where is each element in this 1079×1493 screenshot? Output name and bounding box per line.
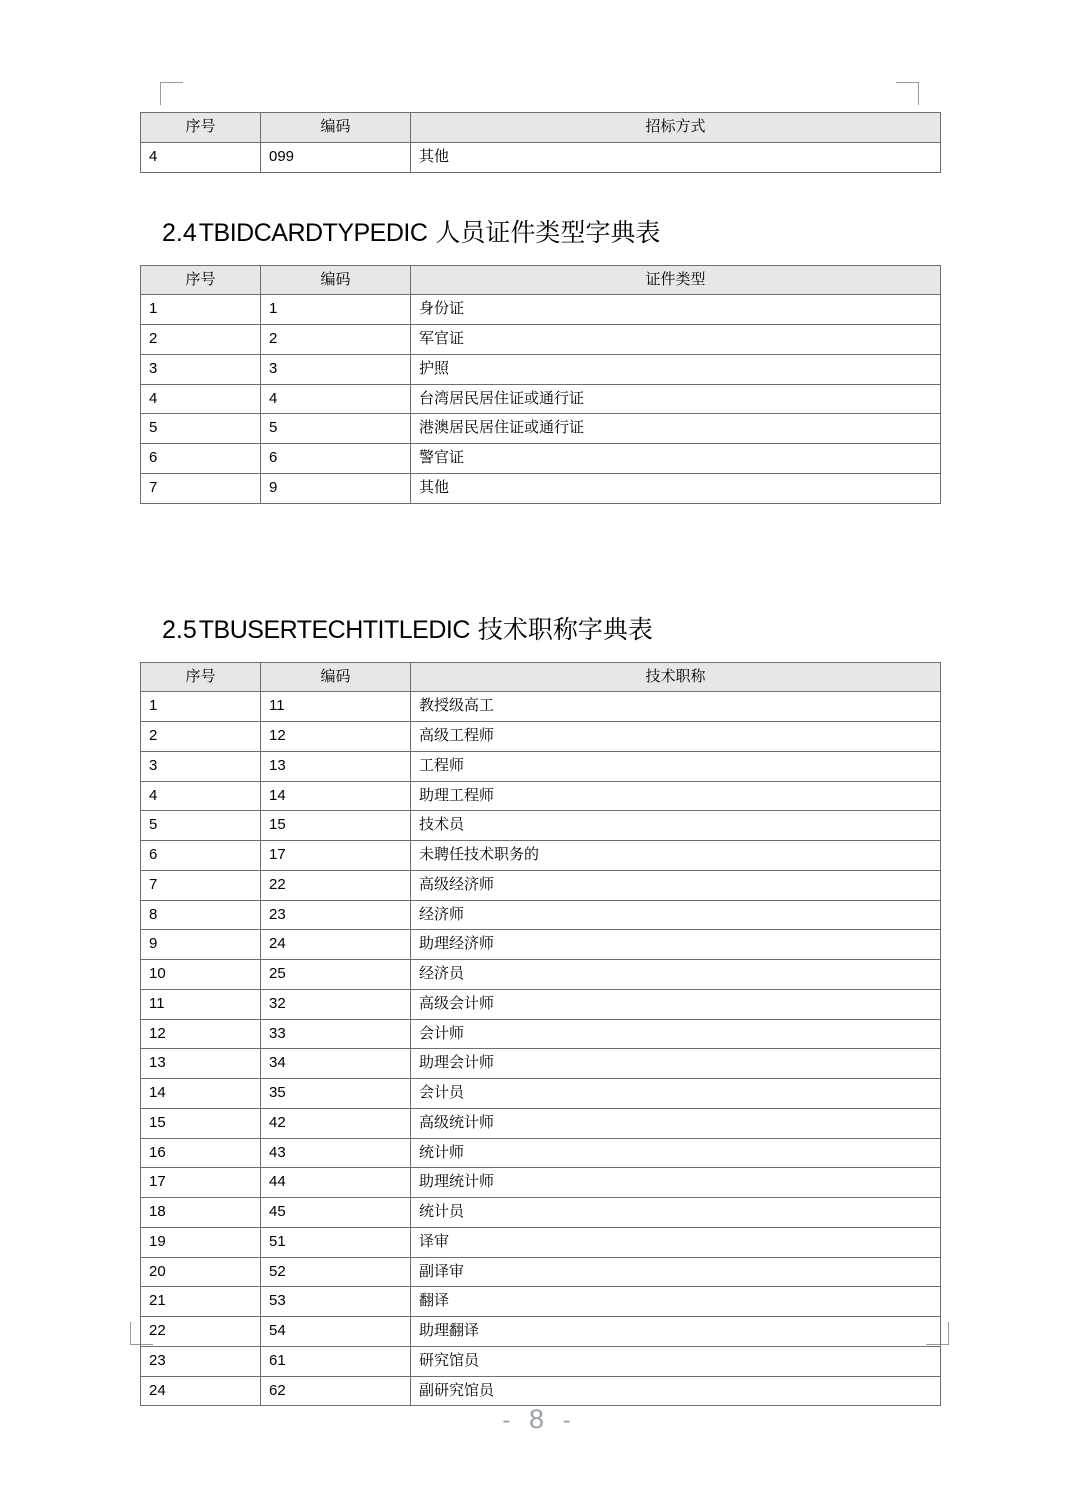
cell-index: 2 bbox=[141, 325, 261, 355]
table-row bbox=[141, 1049, 941, 1079]
table-row bbox=[141, 722, 941, 752]
cell-code: 34 bbox=[261, 1049, 411, 1079]
table-row bbox=[141, 989, 941, 1019]
cell-value: 工程师 bbox=[411, 751, 941, 781]
table-row bbox=[141, 414, 941, 444]
page-footer bbox=[0, 1404, 1079, 1435]
cell-value: 警官证 bbox=[411, 444, 941, 474]
cell-index: 16 bbox=[141, 1138, 261, 1168]
cell-index: 4 bbox=[141, 781, 261, 811]
cell-index: 5 bbox=[141, 811, 261, 841]
column-header-value: 招标方式 bbox=[411, 113, 941, 143]
cell-code: 12 bbox=[261, 722, 411, 752]
cell-code: 43 bbox=[261, 1138, 411, 1168]
table-row bbox=[141, 811, 941, 841]
cell-value: 经济师 bbox=[411, 900, 941, 930]
cell-index: 24 bbox=[141, 1376, 261, 1406]
cell-index: 11 bbox=[141, 989, 261, 1019]
cell-index: 3 bbox=[141, 751, 261, 781]
cell-value: 护照 bbox=[411, 354, 941, 384]
cell-index: 14 bbox=[141, 1079, 261, 1109]
table-header-row bbox=[141, 113, 941, 143]
column-header-index: 序号 bbox=[141, 265, 261, 295]
cell-code: 61 bbox=[261, 1346, 411, 1376]
cell-value: 技术员 bbox=[411, 811, 941, 841]
cell-value: 高级会计师 bbox=[411, 989, 941, 1019]
cell-code: 44 bbox=[261, 1168, 411, 1198]
table-row bbox=[141, 473, 941, 503]
table-header-row bbox=[141, 662, 941, 692]
cell-code: 25 bbox=[261, 960, 411, 990]
cell-value: 会计师 bbox=[411, 1019, 941, 1049]
cell-value: 翻译 bbox=[411, 1287, 941, 1317]
cell-code: 54 bbox=[261, 1317, 411, 1347]
table-row bbox=[141, 1227, 941, 1257]
cell-code: 099 bbox=[261, 142, 411, 172]
cell-value: 台湾居民居住证或通行证 bbox=[411, 384, 941, 414]
column-header-code: 编码 bbox=[261, 265, 411, 295]
cell-code: 9 bbox=[261, 473, 411, 503]
table-card-type bbox=[140, 265, 941, 504]
cell-value: 军官证 bbox=[411, 325, 941, 355]
cell-value: 助理工程师 bbox=[411, 781, 941, 811]
section-title: 人员证件类型字典表 bbox=[435, 218, 661, 247]
cell-index: 4 bbox=[141, 384, 261, 414]
cell-value: 身份证 bbox=[411, 295, 941, 325]
page-content bbox=[140, 112, 940, 1406]
table-row bbox=[141, 1198, 941, 1228]
cell-code: 15 bbox=[261, 811, 411, 841]
cell-index: 12 bbox=[141, 1019, 261, 1049]
table-row bbox=[141, 930, 941, 960]
cell-index: 20 bbox=[141, 1257, 261, 1287]
cell-code: 2 bbox=[261, 325, 411, 355]
cell-index: 6 bbox=[141, 841, 261, 871]
section-table-name: TBUSERTECHTITLEDIC bbox=[198, 615, 470, 644]
section-spacer bbox=[140, 504, 940, 570]
table-row bbox=[141, 960, 941, 990]
cell-value: 助理统计师 bbox=[411, 1168, 941, 1198]
cell-code: 62 bbox=[261, 1376, 411, 1406]
cell-index: 15 bbox=[141, 1108, 261, 1138]
table-row bbox=[141, 1168, 941, 1198]
cell-index: 7 bbox=[141, 870, 261, 900]
cell-code: 32 bbox=[261, 989, 411, 1019]
section-number: 2.5 bbox=[162, 615, 197, 644]
cell-code: 33 bbox=[261, 1019, 411, 1049]
cell-code: 6 bbox=[261, 444, 411, 474]
table-row bbox=[141, 1346, 941, 1376]
table-row bbox=[141, 751, 941, 781]
cell-index: 3 bbox=[141, 354, 261, 384]
table-row bbox=[141, 384, 941, 414]
column-header-code: 编码 bbox=[261, 113, 411, 143]
table-row bbox=[141, 354, 941, 384]
table-row bbox=[141, 1257, 941, 1287]
cell-code: 53 bbox=[261, 1287, 411, 1317]
table-row bbox=[141, 325, 941, 355]
cell-value: 副研究馆员 bbox=[411, 1376, 941, 1406]
cell-index: 5 bbox=[141, 414, 261, 444]
cell-code: 51 bbox=[261, 1227, 411, 1257]
cell-index: 9 bbox=[141, 930, 261, 960]
table-row bbox=[141, 1376, 941, 1406]
table-row bbox=[141, 142, 941, 172]
column-header-index: 序号 bbox=[141, 662, 261, 692]
cell-index: 23 bbox=[141, 1346, 261, 1376]
section-number: 2.4 bbox=[162, 218, 197, 247]
cell-value: 助理经济师 bbox=[411, 930, 941, 960]
table-row bbox=[141, 1108, 941, 1138]
table-row bbox=[141, 1138, 941, 1168]
cell-code: 14 bbox=[261, 781, 411, 811]
cell-index: 6 bbox=[141, 444, 261, 474]
table-row bbox=[141, 1019, 941, 1049]
cell-code: 13 bbox=[261, 751, 411, 781]
cell-index: 2 bbox=[141, 722, 261, 752]
table-row bbox=[141, 1287, 941, 1317]
cell-code: 45 bbox=[261, 1198, 411, 1228]
cell-value: 经济员 bbox=[411, 960, 941, 990]
cell-code: 22 bbox=[261, 870, 411, 900]
crop-mark-top-right bbox=[896, 82, 919, 105]
cell-index: 1 bbox=[141, 295, 261, 325]
cell-index: 21 bbox=[141, 1287, 261, 1317]
table-row bbox=[141, 870, 941, 900]
cell-index: 19 bbox=[141, 1227, 261, 1257]
cell-code: 23 bbox=[261, 900, 411, 930]
table-row bbox=[141, 1317, 941, 1347]
cell-code: 42 bbox=[261, 1108, 411, 1138]
cell-value: 研究馆员 bbox=[411, 1346, 941, 1376]
table-row bbox=[141, 1079, 941, 1109]
footer-dash-left: - bbox=[502, 1407, 517, 1434]
cell-index: 10 bbox=[141, 960, 261, 990]
table-row bbox=[141, 692, 941, 722]
cell-value: 教授级高工 bbox=[411, 692, 941, 722]
column-header-value: 证件类型 bbox=[411, 265, 941, 295]
column-header-value: 技术职称 bbox=[411, 662, 941, 692]
cell-index: 17 bbox=[141, 1168, 261, 1198]
table-row bbox=[141, 781, 941, 811]
table-tech-title bbox=[140, 662, 941, 1407]
table-row bbox=[141, 900, 941, 930]
section-heading-2-4 bbox=[162, 213, 940, 249]
cell-code: 3 bbox=[261, 354, 411, 384]
cell-value: 高级统计师 bbox=[411, 1108, 941, 1138]
table-header-row bbox=[141, 265, 941, 295]
cell-value: 助理会计师 bbox=[411, 1049, 941, 1079]
column-header-code: 编码 bbox=[261, 662, 411, 692]
cell-value: 译审 bbox=[411, 1227, 941, 1257]
cell-value: 高级工程师 bbox=[411, 722, 941, 752]
cell-value: 高级经济师 bbox=[411, 870, 941, 900]
crop-mark-top-left bbox=[160, 82, 183, 105]
section-heading-2-5 bbox=[162, 610, 940, 646]
cell-value: 会计员 bbox=[411, 1079, 941, 1109]
cell-code: 11 bbox=[261, 692, 411, 722]
section-table-name: TBIDCARDTYPEDIC bbox=[198, 218, 428, 247]
cell-index: 18 bbox=[141, 1198, 261, 1228]
cell-index: 1 bbox=[141, 692, 261, 722]
footer-dash-right: - bbox=[562, 1407, 577, 1434]
section-title: 技术职称字典表 bbox=[477, 615, 653, 644]
cell-value: 助理翻译 bbox=[411, 1317, 941, 1347]
cell-value: 港澳居民居住证或通行证 bbox=[411, 414, 941, 444]
cell-value: 统计员 bbox=[411, 1198, 941, 1228]
table-row bbox=[141, 444, 941, 474]
cell-index: 13 bbox=[141, 1049, 261, 1079]
cell-value: 未聘任技术职务的 bbox=[411, 841, 941, 871]
table-bid-method bbox=[140, 112, 941, 173]
cell-value: 其他 bbox=[411, 473, 941, 503]
page-number: 8 bbox=[528, 1404, 551, 1434]
table-row bbox=[141, 841, 941, 871]
cell-code: 17 bbox=[261, 841, 411, 871]
cell-code: 24 bbox=[261, 930, 411, 960]
cell-code: 52 bbox=[261, 1257, 411, 1287]
cell-value: 其他 bbox=[411, 142, 941, 172]
cell-code: 5 bbox=[261, 414, 411, 444]
cell-index: 22 bbox=[141, 1317, 261, 1347]
cell-code: 4 bbox=[261, 384, 411, 414]
cell-code: 35 bbox=[261, 1079, 411, 1109]
cell-code: 1 bbox=[261, 295, 411, 325]
table-row bbox=[141, 295, 941, 325]
column-header-index: 序号 bbox=[141, 113, 261, 143]
cell-index: 7 bbox=[141, 473, 261, 503]
cell-value: 统计师 bbox=[411, 1138, 941, 1168]
cell-index: 4 bbox=[141, 142, 261, 172]
cell-index: 8 bbox=[141, 900, 261, 930]
cell-value: 副译审 bbox=[411, 1257, 941, 1287]
